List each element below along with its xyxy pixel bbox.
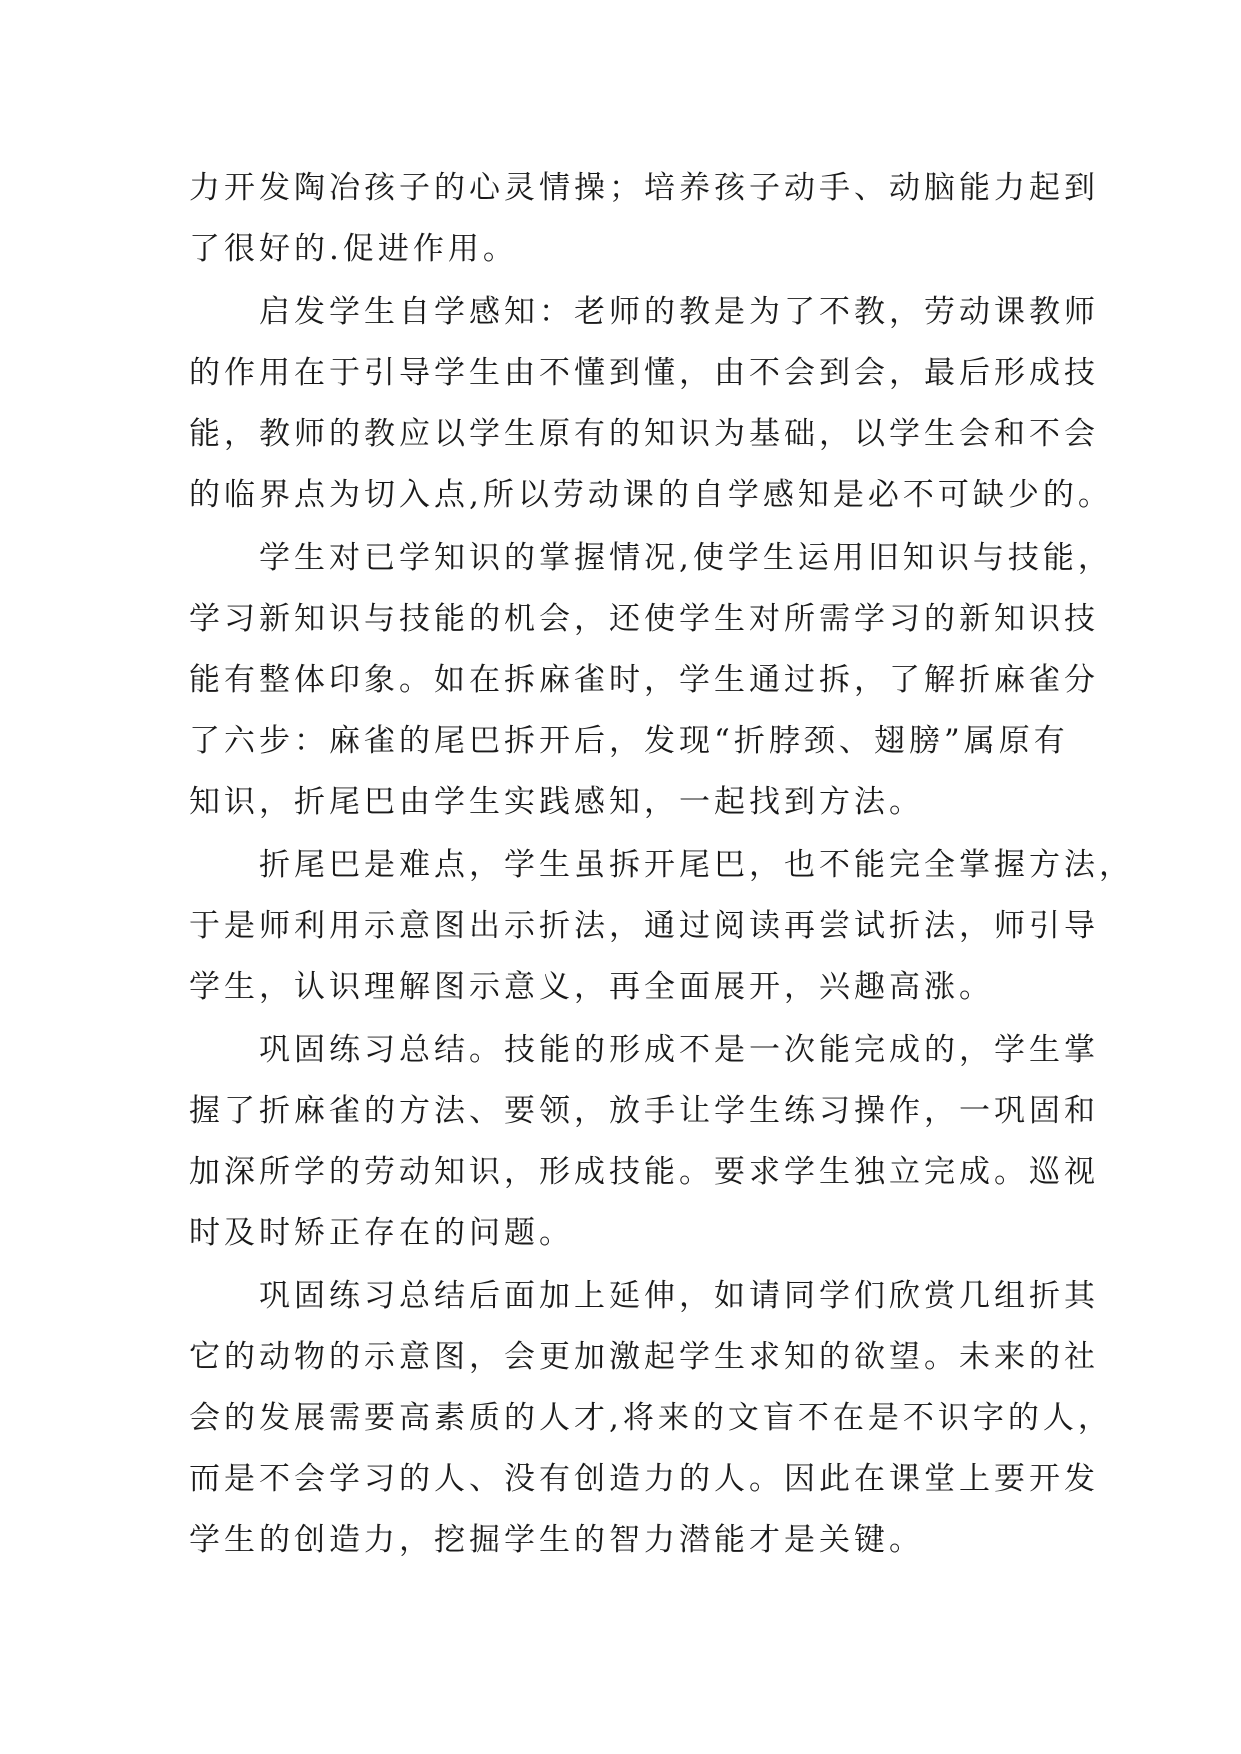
document-body bbox=[189, 158, 1134, 1571]
text-line: 会的发展需要高素质的人才,将来的文盲不在是不识字的人， bbox=[189, 1400, 1113, 1436]
text-line: 于是师利用示意图出示折法，通过阅读再尝试折法，师引导 bbox=[189, 908, 1099, 944]
text-line: 启发学生自学感知：老师的教是为了不教，劳动课教师 bbox=[189, 294, 1099, 330]
text-line: 了六步：麻雀的尾巴拆开后，发现“折脖颈、翅膀”属原有 bbox=[189, 723, 1069, 759]
text-line: 学生的创造力，挖掘学生的智力潜能才是关键。 bbox=[189, 1522, 924, 1558]
text-line: 它的动物的示意图，会更加激起学生求知的欲望。未来的社 bbox=[189, 1339, 1099, 1375]
text-line: 了很好的.促进作用。 bbox=[189, 231, 518, 267]
text-line: 时及时矫正存在的问题。 bbox=[189, 1215, 574, 1251]
text-line: 学生，认识理解图示意义，再全面展开，兴趣高涨。 bbox=[189, 969, 994, 1005]
text-line: 的作用在于引导学生由不懂到懂，由不会到会，最后形成技 bbox=[189, 355, 1099, 391]
text-line: 学生对已学知识的掌握情况,使学生运用旧知识与技能， bbox=[189, 540, 1113, 576]
text-line: 学习新知识与技能的机会，还使学生对所需学习的新知识技 bbox=[189, 601, 1099, 637]
text-line: 知识，折尾巴由学生实践感知，一起找到方法。 bbox=[189, 784, 924, 820]
text-line: 能，教师的教应以学生原有的知识为基础，以学生会和不会 bbox=[189, 416, 1099, 452]
text-line: 能有整体印象。如在拆麻雀时，学生通过拆，了解折麻雀分 bbox=[189, 662, 1099, 698]
text-line: 力开发陶冶孩子的心灵情操；培养孩子动手、动脑能力起到 bbox=[189, 170, 1099, 206]
text-line: 而是不会学习的人、没有创造力的人。因此在课堂上要开发 bbox=[189, 1461, 1099, 1497]
text-line: 巩固练习总结后面加上延伸，如请同学们欣赏几组折其 bbox=[189, 1278, 1099, 1314]
text-line: 的临界点为切入点,所以劳动课的自学感知是必不可缺少的。 bbox=[189, 477, 1113, 513]
text-line: 加深所学的劳动知识，形成技能。要求学生独立完成。巡视 bbox=[189, 1154, 1099, 1190]
text-line: 握了折麻雀的方法、要领，放手让学生练习操作，一巩固和 bbox=[189, 1093, 1099, 1129]
text-line: 折尾巴是难点，学生虽拆开尾巴，也不能完全掌握方法， bbox=[189, 847, 1134, 883]
text-line: 巩固练习总结。技能的形成不是一次能完成的，学生掌 bbox=[189, 1032, 1099, 1068]
